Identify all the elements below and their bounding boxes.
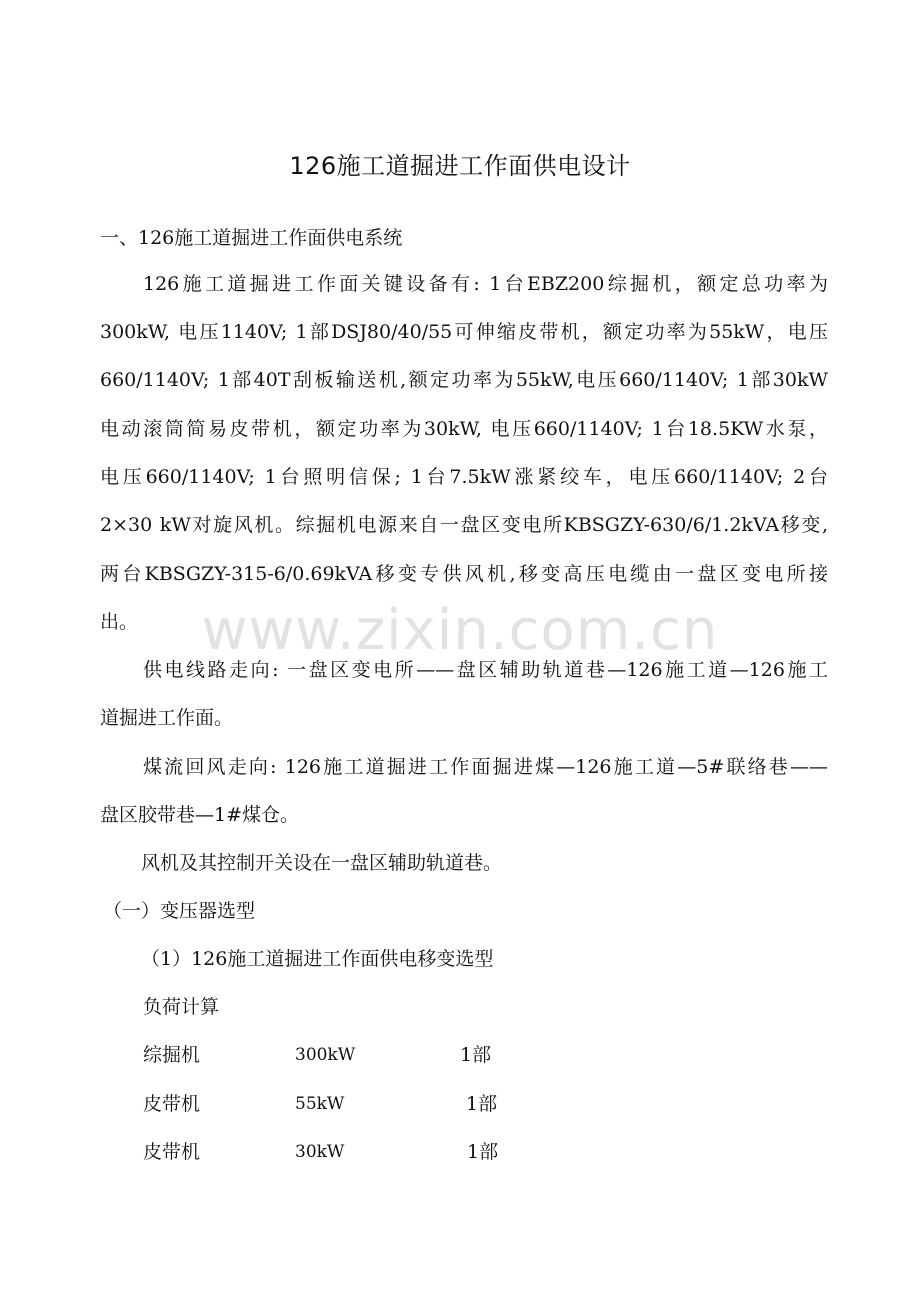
- load-power: 300kW: [295, 1045, 356, 1065]
- load-name: 皮带机: [143, 1141, 201, 1163]
- paragraph-line: 126施工道掘进工作面关键设备有: 1台EBZ200综掘机，额定总功率为: [143, 273, 828, 295]
- load-quantity: 1部: [466, 1093, 498, 1115]
- load-name: 综掘机: [143, 1044, 201, 1066]
- load-quantity: 1部: [467, 1141, 499, 1163]
- paragraph-line: 电压660/1140V; 1台照明信保; 1台7.5kW涨紧绞车，电压660/1140V; 2台: [100, 466, 828, 488]
- paragraph-line: 道掘进工作面。: [100, 707, 234, 729]
- paragraph-line: 2×30 kW对旋风机。综掘机电源来自一盘区变电所KBSGZY-630/6/1.2kVA移变,: [100, 514, 828, 536]
- paragraph-line: 300kW, 电压1140V; 1部DSJ80/40/55可伸缩皮带机，额定功率为55kW，电压: [100, 321, 828, 343]
- section-heading: 一、126施工道掘进工作面供电系统: [100, 227, 403, 249]
- item-heading: （1）126施工道掘进工作面供电移变选型: [141, 948, 494, 970]
- load-calc-label: 负荷计算: [143, 996, 220, 1018]
- load-quantity: 1部: [460, 1044, 492, 1066]
- paragraph-line: 电动滚筒简易皮带机，额定功率为30kW, 电压660/1140V; 1台18.5KW水泵，: [100, 418, 828, 440]
- paragraph-line: 风机及其控制开关设在一盘区辅助轨道巷。: [141, 852, 503, 874]
- subsection-heading: （一）变压器选型: [103, 900, 256, 922]
- paragraph-line: 660/1140V; 1部40T刮板输送机,额定功率为55kW,电压660/1140V; 1部30kW: [100, 369, 828, 391]
- document-title: 126施工道掘进工作面供电设计: [289, 152, 631, 180]
- paragraph-line: 煤流回风走向: 126施工道掘进工作面掘进煤—126施工道—5#联络巷——: [143, 756, 828, 778]
- paragraph-line: 盘区胶带巷—1#煤仓。: [100, 804, 300, 826]
- paragraph-line: 出。: [100, 611, 139, 633]
- paragraph-line: 供电线路走向: 一盘区变电所——盘区辅助轨道巷—126施工道—126施工: [143, 659, 828, 681]
- load-name: 皮带机: [143, 1093, 201, 1115]
- load-power: 30kW: [295, 1142, 345, 1162]
- paragraph-line: 两台KBSGZY-315-6/0.69kVA移变专供风机,移变高压电缆由一盘区变电所接: [100, 563, 828, 585]
- watermark: www.zixin.com.cn: [201, 598, 719, 663]
- load-power: 55kW: [295, 1094, 345, 1114]
